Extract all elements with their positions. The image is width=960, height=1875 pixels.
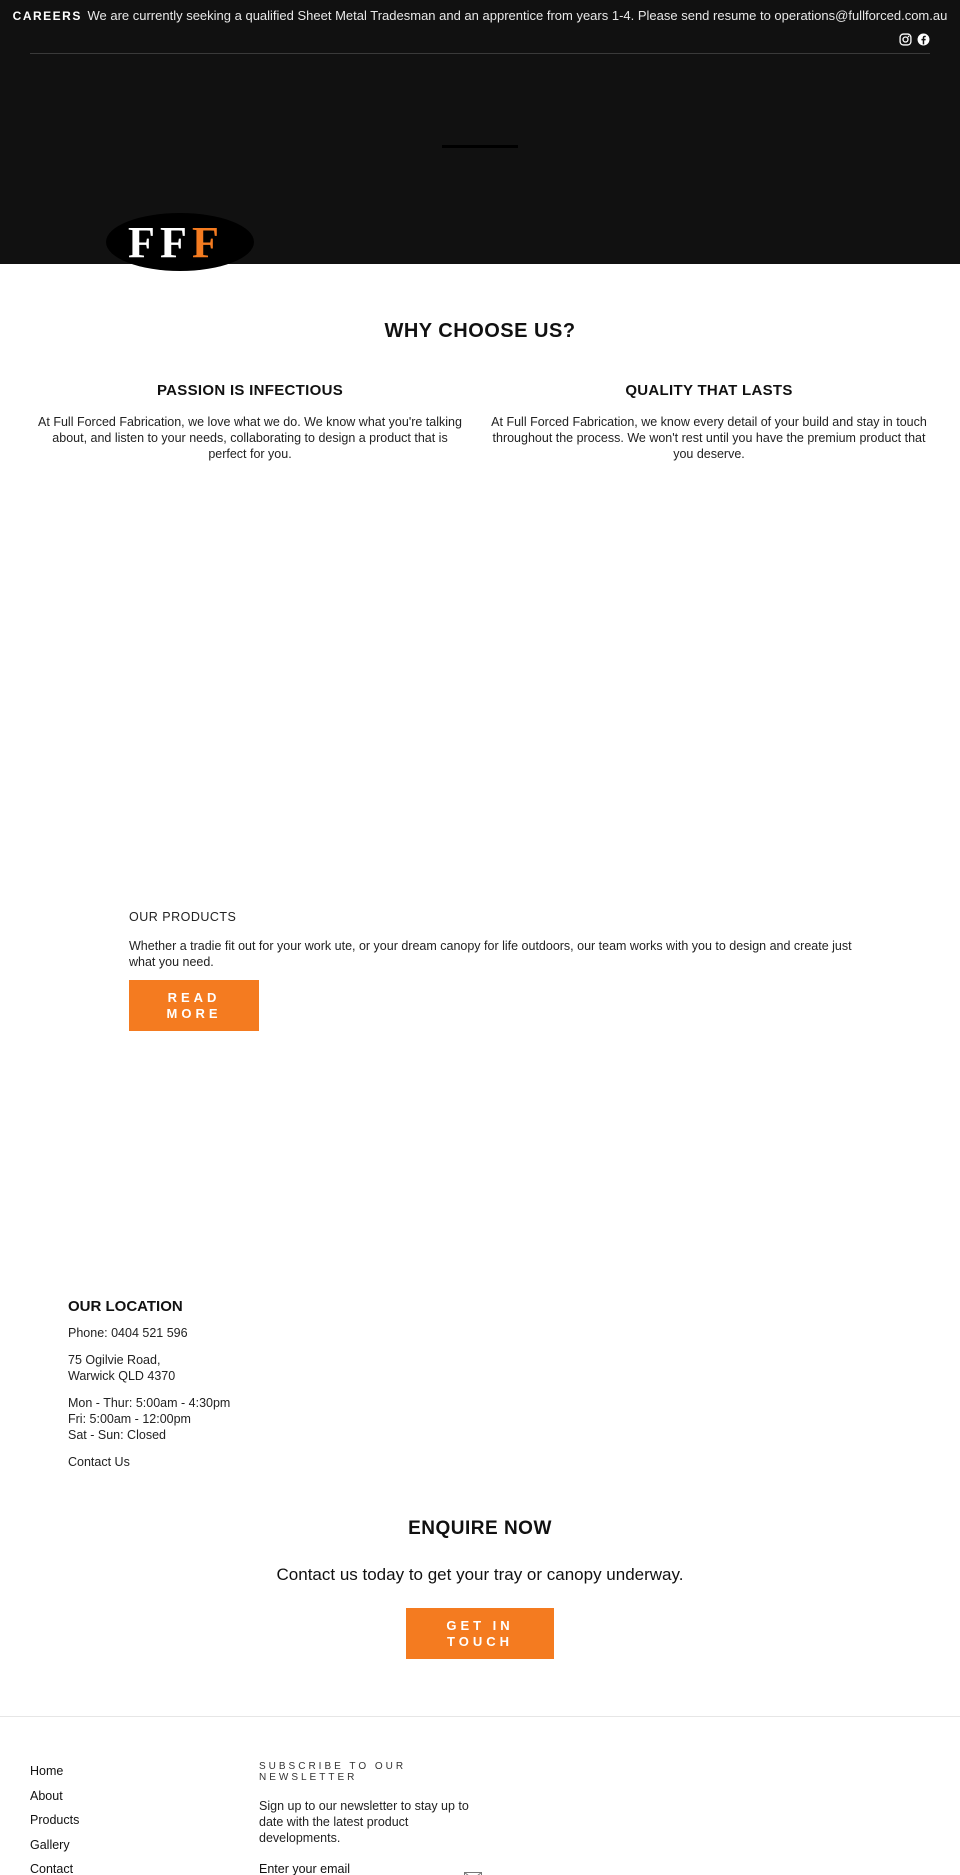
products-body: Whether a tradie fit out for your work ute, or your dream canopy for life outdoors, our team works with you to design and create just what you need. — [129, 939, 852, 969]
announcement-tag: CAREERS — [12, 9, 82, 23]
newsletter-form — [259, 1858, 484, 1875]
location-title: OUR LOCATION — [68, 1298, 183, 1315]
email-input[interactable] — [259, 1858, 449, 1875]
footer-nav — [30, 1764, 79, 1875]
header-divider — [30, 53, 930, 54]
enquire-subtitle: Contact us today to get your tray or canopy underway. — [276, 1565, 684, 1584]
read-more-button[interactable]: READ MORE — [129, 980, 259, 1031]
newsletter-section — [259, 1761, 489, 1875]
feature-title: QUALITY THAT LASTS — [625, 382, 793, 399]
svg-text:F: F — [192, 218, 219, 267]
feature-quality — [490, 382, 928, 462]
feature-body: At Full Forced Fabrication, we love what we do. We know what you're talking about, and listen to your needs, collaborating to design a product that is perfect for you. — [38, 415, 462, 461]
envelope-icon[interactable] — [464, 1871, 482, 1875]
feature-passion — [32, 382, 468, 462]
section-title-why: WHY CHOOSE US? — [384, 320, 576, 342]
svg-text:F: F — [128, 218, 155, 267]
announcement-message: We are currently seeking a qualified Sheet Metal Tradesman and an apprentice from years 1-4. Please send resume to operations@fullforced.com.au — [87, 8, 948, 23]
announcement-bar[interactable] — [0, 8, 960, 24]
enquire-title: ENQUIRE NOW — [408, 1518, 552, 1539]
enquire-section — [0, 1518, 960, 1659]
footer-link-contact[interactable]: Contact — [30, 1862, 74, 1875]
address-line-2: Warwick QLD 4370 — [68, 1369, 176, 1383]
address — [68, 1352, 468, 1384]
instagram-icon[interactable] — [899, 33, 912, 46]
social-links — [899, 33, 930, 46]
contact-us-link[interactable]: Contact Us — [68, 1455, 130, 1466]
location-section — [68, 1298, 468, 1466]
hours-friday: Fri: 5:00am - 12:00pm — [68, 1412, 191, 1426]
footer-link-about[interactable]: About — [30, 1788, 63, 1803]
footer-link-gallery[interactable]: Gallery — [30, 1837, 70, 1852]
get-in-touch-button[interactable]: GET IN TOUCH — [406, 1608, 554, 1659]
nav-indicator — [442, 145, 518, 148]
phone-number[interactable]: Phone: 0404 521 596 — [68, 1326, 188, 1340]
newsletter-heading: SUBSCRIBE TO OUR NEWSLETTER — [259, 1761, 407, 1783]
newsletter-body: Sign up to our newsletter to stay up to date with the latest product developments. — [259, 1799, 469, 1845]
footer-divider — [0, 1716, 960, 1717]
products-kicker: OUR PRODUCTS — [129, 910, 237, 924]
hours-weekend: Sat - Sun: Closed — [68, 1428, 166, 1442]
site-logo[interactable] — [106, 213, 254, 271]
opening-hours — [68, 1395, 468, 1443]
feature-body: At Full Forced Fabrication, we know every detail of your build and stay in touch throughout the process. We won't rest until you have the premium product that you deserve. — [491, 415, 927, 461]
address-line-1: 75 Ogilvie Road, — [68, 1353, 161, 1367]
svg-text:F: F — [160, 218, 187, 267]
footer-link-products[interactable]: Products — [30, 1813, 80, 1827]
footer-link-home[interactable]: Home — [30, 1764, 64, 1778]
products-section — [129, 910, 869, 1031]
hours-weekday: Mon - Thur: 5:00am - 4:30pm — [68, 1396, 231, 1410]
feature-title: PASSION IS INFECTIOUS — [156, 382, 344, 399]
facebook-icon[interactable] — [917, 33, 930, 46]
